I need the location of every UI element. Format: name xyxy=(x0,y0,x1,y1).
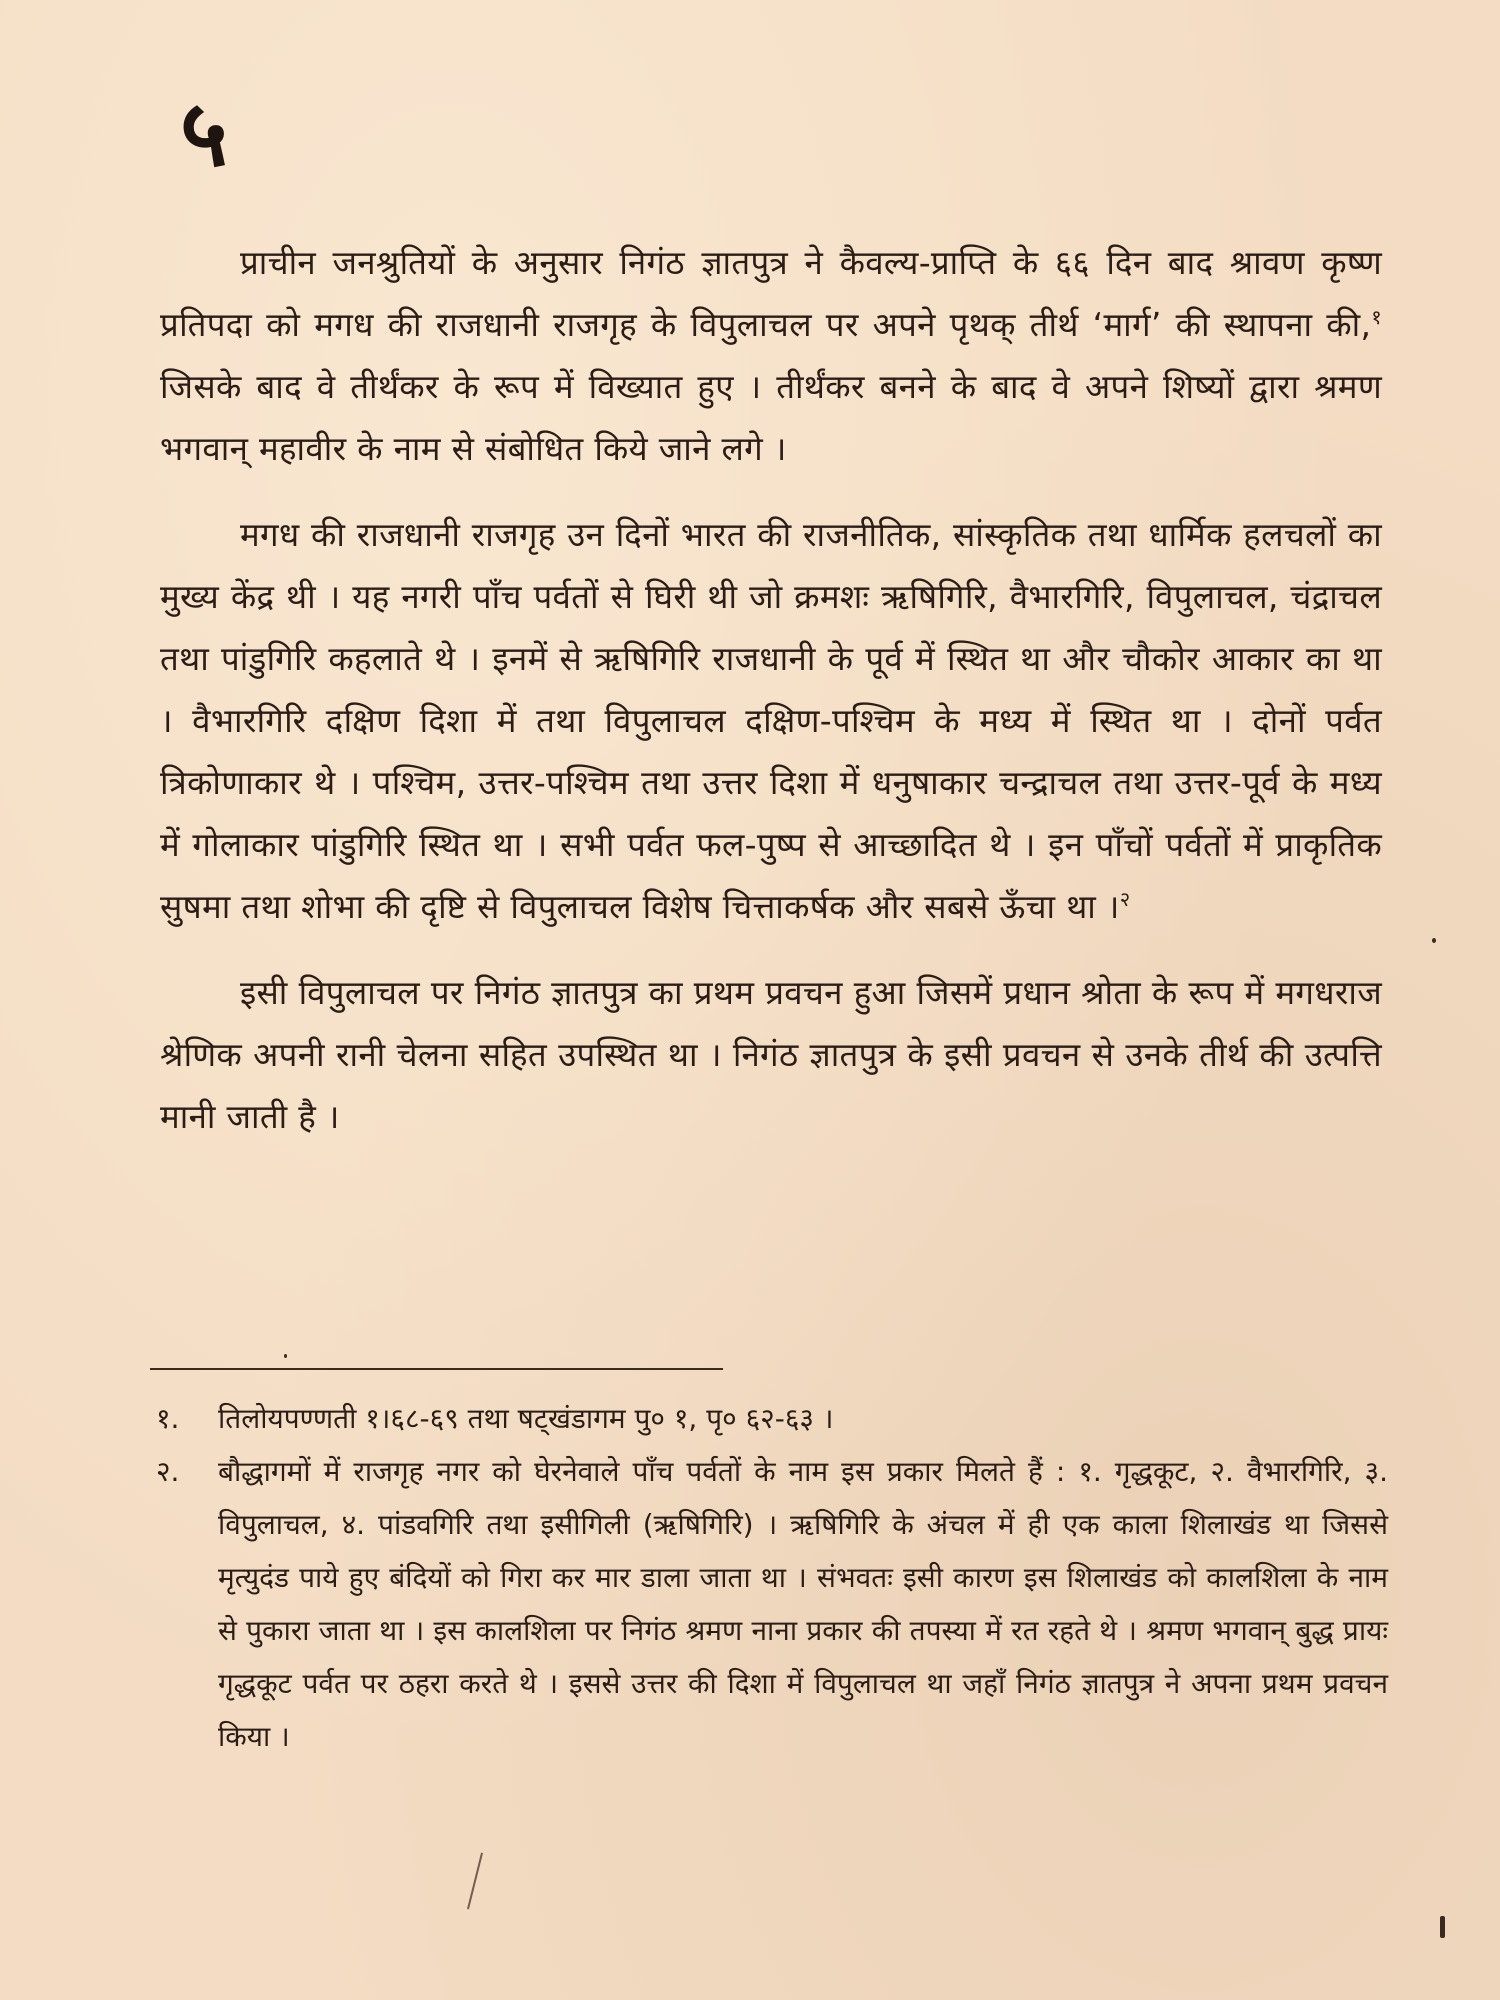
ink-speck xyxy=(1440,1916,1445,1938)
paragraph-2 xyxy=(160,504,1382,938)
paragraph-text-continued: जिसके बाद वे तीर्थंकर के रूप में विख्यात हुए । तीर्थंकर बनने के बाद वे अपने शिष्यों द्वारा श्रमण भगवान् महावीर के नाम से संबोधित किये जाने लगे । xyxy=(160,367,1382,468)
paragraph-text: मगध की राजधानी राजगृह उन दिनों भारत की राजनीतिक, सांस्कृतिक तथा धार्मिक हलचलों का मुख्य केंद्र थी । यह नगरी पाँच पर्वतों से घिरी थी जो क्रमशः ऋषिगिरि, वैभारगिरि, विपुलाचल, चंद्राचल तथा पांडुगिरि कहलाते थे । इनमें से ऋषिगिरि राजधानी के पूर्व में स्थित था और चौकोर आकार का था । वैभारगिरि दक्षिण दिशा में तथा विपुलाचल दक्षिण-पश्चिम के मध्य में स्थित था । दोनों पर्वत त्रिकोणाकार थे । पश्चिम, उत्तर-पश्चिम तथा उत्तर दिशा में धनुषाकार चन्द्राचल तथा उत्तर-पूर्व के मध्य में गोलाकार पांडुगिरि स्थित था । सभी पर्वत फल-पुष्प से आच्छादित थे । इन पाँचों पर्वतों में प्राकृतिक सुषमा तथा शोभा की दृष्टि से विपुलाचल विशेष चित्ताकर्षक और सबसे ऊँचा था । xyxy=(160,515,1382,926)
paper-scratch xyxy=(467,1853,483,1910)
footnote-text: तिलोयपण्णती १।६८-६९ तथा षट्खंडागम पु० १, पृ० ६२-६३ । xyxy=(218,1402,834,1435)
footnote-2 xyxy=(156,1445,1388,1763)
footnotes xyxy=(156,1392,1388,1763)
ink-speck xyxy=(1432,938,1436,943)
footnote-number: १. xyxy=(156,1402,180,1435)
footnote-text: बौद्धागमों में राजगृह नगर को घेरनेवाले पाँच पर्वतों के नाम इस प्रकार मिलते हैं : १. गृद्धकूट, २. वैभारगिरि, ३. विपुलाचल, ४. पांडवगिरि तथा इसीगिली (ऋषिगिरि) । ऋषिगिरि के अंचल में ही एक काला शिलाखंड था जिससे मृत्युदंड पाये हुए बंदियों को गिरा कर मार डाला जाता था । संभवतः इसी कारण इस शिलाखंड को कालशिला के नाम से पुकारा जाता था । इस कालशिला पर निगंठ श्रमण नाना प्रकार की तपस्या में रत रहते थे । श्रमण भगवान् बुद्ध प्रायः गृद्धकूट पर्वत पर ठहरा करते थे । इससे उत्तर की दिशा में विपुलाचल था जहाँ निगंठ ज्ञातपुत्र ने अपना प्रथम प्रवचन किया । xyxy=(218,1455,1388,1753)
paragraph-3 xyxy=(160,962,1382,1148)
footnote-reference: २ xyxy=(1119,887,1131,911)
chapter-number: ५ xyxy=(180,80,228,187)
footnote-number: २. xyxy=(156,1455,180,1488)
main-text xyxy=(160,232,1382,1172)
footnote-divider xyxy=(150,1368,723,1370)
paragraph-text: इसी विपुलाचल पर निगंठ ज्ञातपुत्र का प्रथम प्रवचन हुआ जिसमें प्रधान श्रोता के रूप में मगधराज श्रेणिक अपनी रानी चेलना सहित उपस्थित था । निगंठ ज्ञातपुत्र के इसी प्रवचन से उनके तीर्थ की उत्पत्ति मानी जाती है । xyxy=(160,973,1382,1136)
footnote-1 xyxy=(156,1392,1388,1445)
paragraph-1 xyxy=(160,232,1382,480)
footnote-reference: १ xyxy=(1371,305,1382,329)
paragraph-text: प्राचीन जनश्रुतियों के अनुसार निगंठ ज्ञातपुत्र ने कैवल्य-प्राप्ति के ६६ दिन बाद श्रावण कृष्ण प्रतिपदा को मगध की राजधानी राजगृह के विपुलाचल पर अपने पृथक् तीर्थ ‘मार्ग’ की स्थापना की, xyxy=(160,243,1382,344)
ink-speck xyxy=(284,1354,287,1358)
